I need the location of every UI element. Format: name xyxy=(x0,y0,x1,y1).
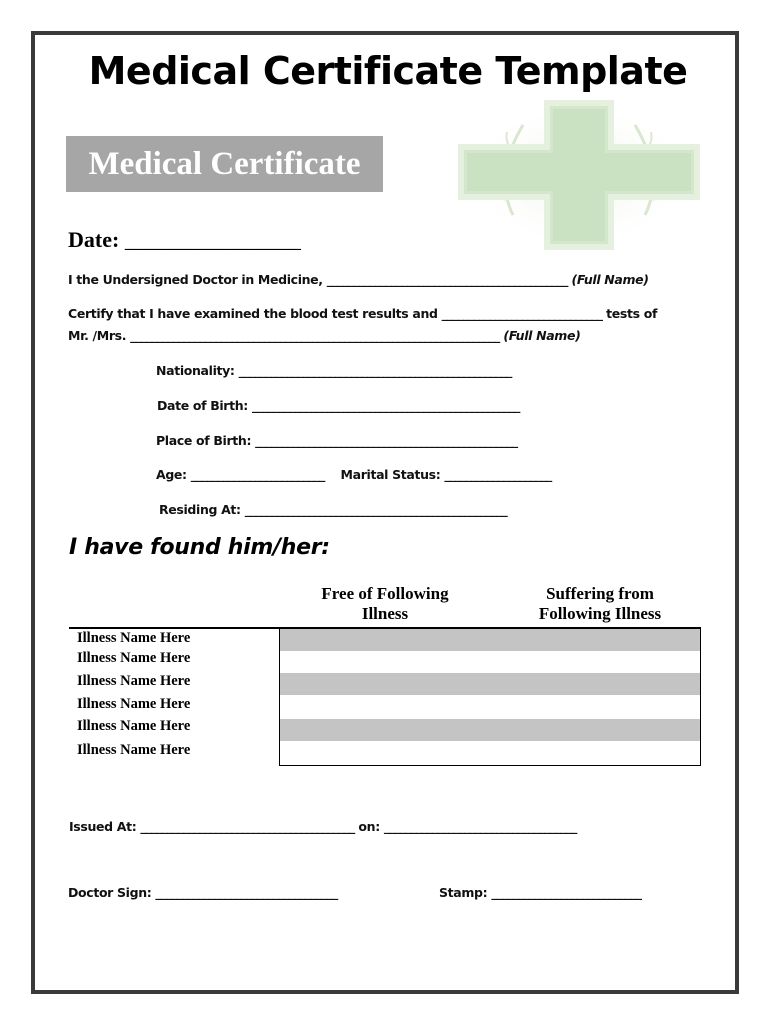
date-label: Date: xyxy=(68,227,120,252)
certify-line-text: Certify that I have examined the blood test results and xyxy=(68,306,438,321)
certify-line-suffix: tests of xyxy=(606,306,658,321)
date-field xyxy=(68,227,301,253)
nationality-label: Nationality: xyxy=(156,363,235,378)
issued-blank: ________________________________________ xyxy=(140,819,355,834)
residing-blank: _________________________________________________ xyxy=(244,502,507,517)
illness-row: Illness Name Here xyxy=(77,650,191,666)
patient-name-blank: _____________________________________________________________________ xyxy=(130,328,500,343)
issued-label: Issued At: xyxy=(69,819,137,834)
table-stripe xyxy=(280,629,700,651)
doctor-sign-label: Doctor Sign: xyxy=(68,885,152,900)
illness-row: Illness Name Here xyxy=(77,673,191,689)
age-marital-line xyxy=(156,467,551,482)
marital-label: Marital Status: xyxy=(340,467,441,482)
doctor-line-text: I the Undersigned Doctor in Medicine, xyxy=(68,272,323,287)
doctor-sign-blank: __________________________________ xyxy=(155,885,338,900)
illness-row: Illness Name Here xyxy=(77,718,191,734)
col-free-header: Free of Following Illness xyxy=(321,584,449,623)
nationality-blank: ___________________________________________________ xyxy=(238,363,512,378)
pob-field xyxy=(156,433,517,448)
table-stripe xyxy=(280,673,700,695)
pob-blank: _________________________________________________ xyxy=(255,433,518,448)
patient-prefix: Mr. /Mrs. xyxy=(68,328,127,343)
table-stripe xyxy=(280,719,700,741)
residing-label: Residing At: xyxy=(159,502,241,517)
stamp-field xyxy=(439,885,641,900)
illness-row: Illness Name Here xyxy=(77,696,191,712)
issued-on-blank: ____________________________________ xyxy=(383,819,577,834)
medical-cross-icon xyxy=(453,95,705,255)
nationality-field xyxy=(156,363,511,378)
patient-line xyxy=(68,328,580,343)
age-label: Age: xyxy=(156,467,187,482)
age-blank: _________________________ xyxy=(190,467,325,482)
marital-blank: ____________________ xyxy=(444,467,552,482)
certificate-page xyxy=(31,31,739,994)
stamp-blank: ____________________________ xyxy=(491,885,642,900)
date-blank: ________________ xyxy=(124,227,301,252)
residing-field xyxy=(159,502,507,517)
doctor-name-hint: (Full Name) xyxy=(571,272,649,287)
illness-grid xyxy=(279,627,701,766)
doctor-line xyxy=(68,272,649,287)
dob-label: Date of Birth: xyxy=(157,398,248,413)
doctor-sign-field xyxy=(68,885,337,900)
issued-on-label: on: xyxy=(358,819,380,834)
dob-blank: __________________________________________________ xyxy=(251,398,520,413)
illness-row: Illness Name Here xyxy=(77,630,191,646)
issued-line xyxy=(69,819,576,834)
certify-line xyxy=(68,306,657,321)
tests-blank: ______________________________ xyxy=(441,306,603,321)
patient-name-hint: (Full Name) xyxy=(503,328,581,343)
dob-field xyxy=(157,398,519,413)
certificate-banner: Medical Certificate xyxy=(66,136,383,192)
illness-row: Illness Name Here xyxy=(77,742,191,758)
found-heading: I have found him/her: xyxy=(69,535,330,560)
col-suffering-header: Suffering from Following Illness xyxy=(538,584,662,623)
document-title: Medical Certificate Template xyxy=(88,49,688,93)
pob-label: Place of Birth: xyxy=(156,433,252,448)
stamp-label: Stamp: xyxy=(439,885,488,900)
doctor-name-blank: _____________________________________________ xyxy=(326,272,568,287)
